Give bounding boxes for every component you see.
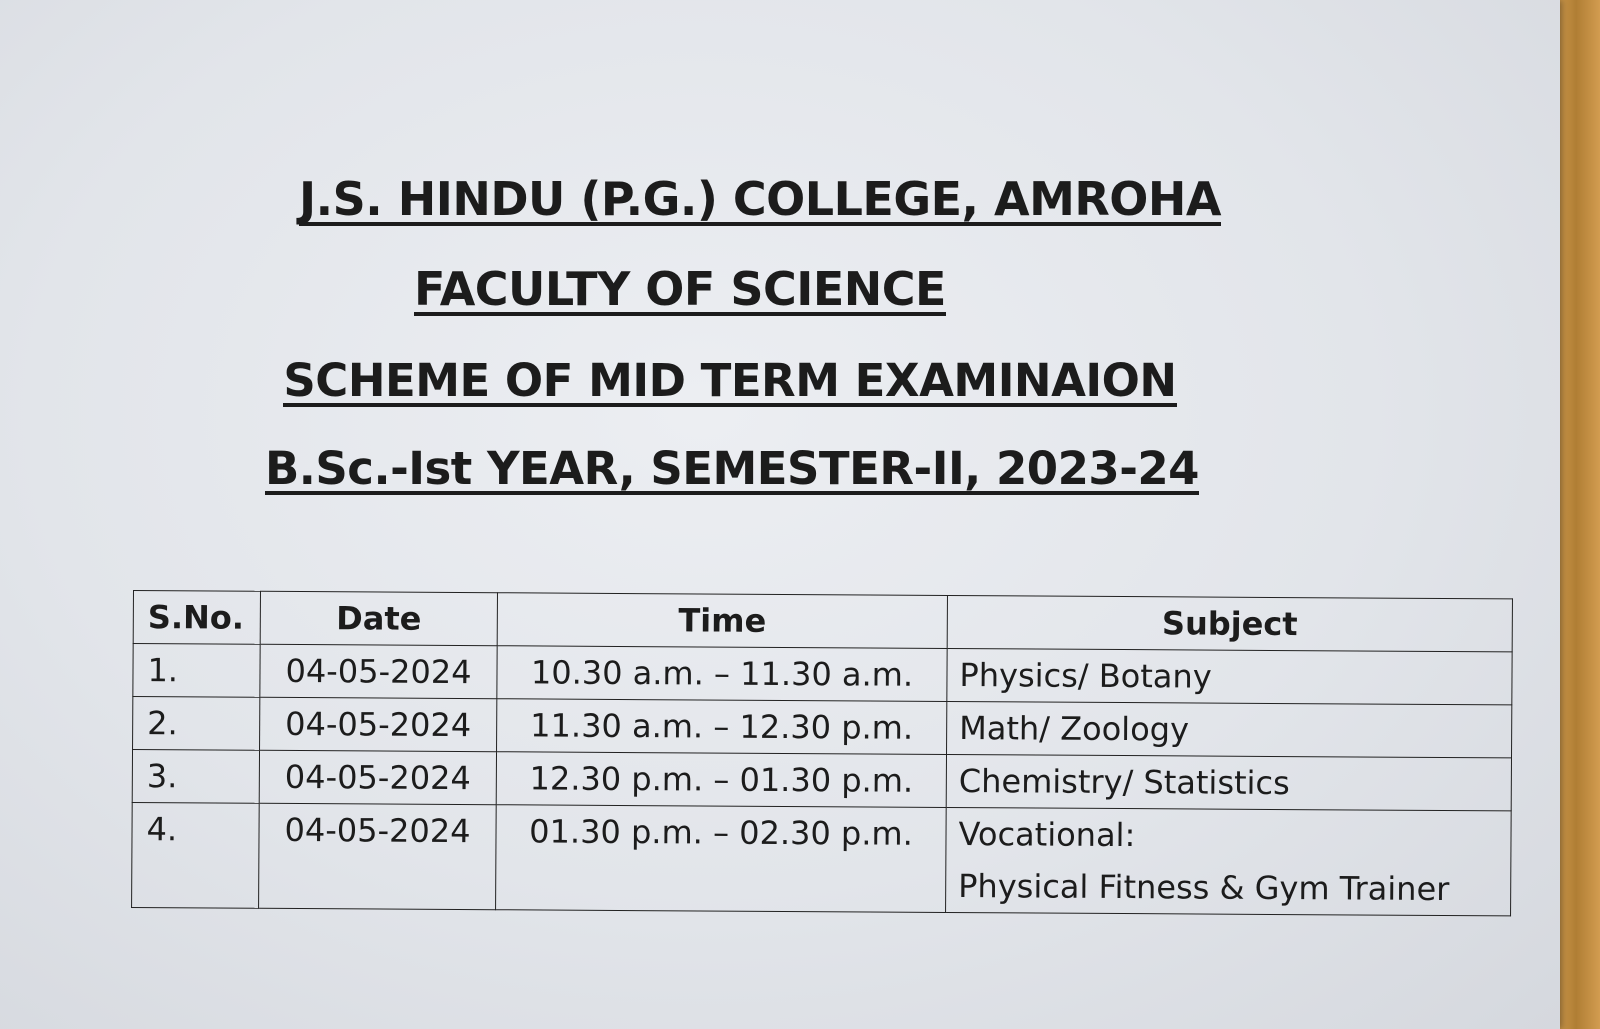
column-header-date: Date — [260, 591, 497, 645]
column-header-time: Time — [497, 593, 947, 649]
college-title: J.S. HINDU (P.G.) COLLEGE, AMROHA — [299, 172, 1221, 226]
cell-sno: 2. — [133, 697, 260, 751]
table-row — [132, 750, 1511, 811]
cell-time: 12.30 p.m. – 01.30 p.m. — [496, 752, 946, 808]
scheme-title: SCHEME OF MID TERM EXAMINAION — [283, 354, 1177, 407]
cell-sno: 1. — [133, 644, 260, 698]
cell-sno: 3. — [132, 750, 259, 804]
cell-subject — [947, 701, 1512, 757]
exam-schedule-table — [131, 590, 1513, 916]
table-header-row — [133, 591, 1512, 652]
cell-subject — [946, 807, 1512, 915]
column-header-sno: S.No. — [133, 591, 260, 645]
cell-subject — [946, 754, 1511, 810]
cell-sno: 4. — [132, 802, 260, 908]
cell-time: 01.30 p.m. – 02.30 p.m. — [496, 805, 947, 913]
subject-line: Physical Fitness & Gym Trainer — [958, 867, 1450, 909]
cell-time: 10.30 a.m. – 11.30 a.m. — [497, 646, 947, 702]
subject-line: Chemistry/ Statistics — [958, 762, 1290, 803]
subject-line: Math/ Zoology — [959, 709, 1190, 749]
cell-time: 11.30 a.m. – 12.30 p.m. — [497, 699, 947, 755]
subject-line: Physics/ Botany — [959, 656, 1212, 696]
cell-subject — [947, 648, 1512, 704]
cell-date: 04-05-2024 — [260, 697, 497, 751]
table-row — [133, 697, 1512, 758]
cell-date: 04-05-2024 — [260, 644, 497, 698]
cell-date: 04-05-2024 — [259, 750, 496, 804]
subject-line: Vocational: — [958, 815, 1136, 855]
table-row — [133, 644, 1512, 705]
cell-date: 04-05-2024 — [259, 803, 497, 909]
table-row — [132, 802, 1512, 915]
faculty-title: FACULTY OF SCIENCE — [414, 262, 946, 316]
course-title: B.Sc.-Ist YEAR, SEMESTER-II, 2023-24 — [265, 442, 1199, 495]
column-header-subject: Subject — [947, 595, 1512, 651]
